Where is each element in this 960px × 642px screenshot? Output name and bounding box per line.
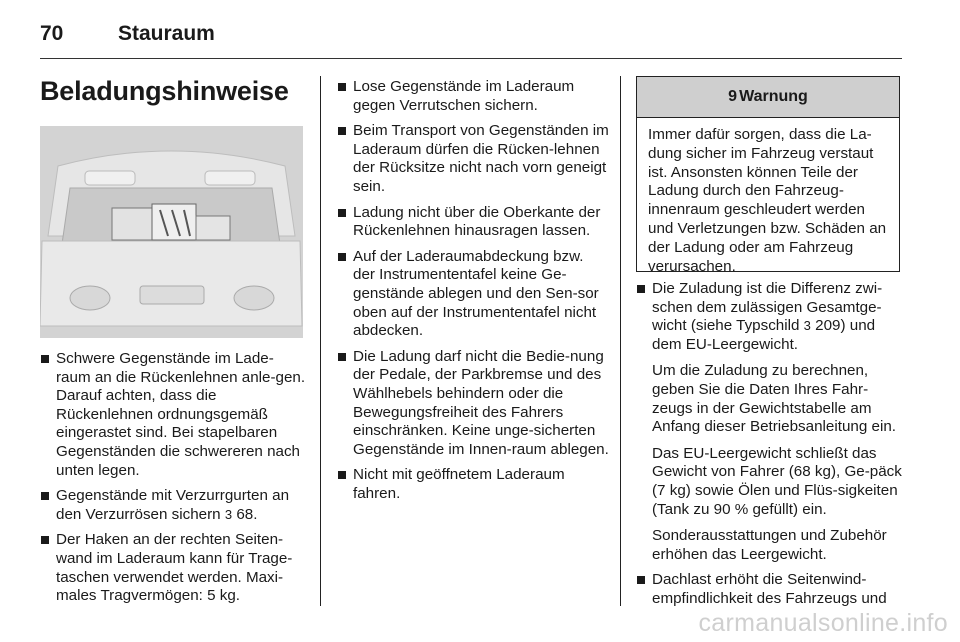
warning-text: Immer dafür sorgen, dass die La-dung sicher im Fahrzeug verstaut ist. Ansonsten können Teile der Ladung durch den Fahrzeug-innenraum geschleudert werden und Verletzungen bzw. Schäden an der Ladung oder am Fahrzeug verursachen.	[648, 126, 887, 275]
warning-icon: 9	[728, 88, 738, 105]
paragraph: Sonderausstattungen und Zubehör erhöhen das Leergewicht.	[652, 527, 887, 563]
list-item: Ladung nicht über die Oberkante der Rückenlehnen hinausragen lassen.	[337, 204, 609, 241]
column-1	[40, 350, 308, 613]
column-2	[337, 78, 609, 510]
header-divider	[40, 58, 902, 59]
list-item: Auf der Laderaumabdeckung bzw. der Instrumententafel keine Ge-genstände ablegen und den Sen-sor oben auf der Instrumententafel nicht abdecken.	[337, 248, 609, 341]
warning-title: Warnung	[739, 88, 808, 105]
list-item: Schwere Gegenstände im Lade-raum an die Rückenlehnen anle-gen. Darauf achten, dass die Rückenlehnen ordnungsgemäß eingerastet sind. Bei stapelbaren Gegenständen die schwereren nach unten legen.	[40, 350, 308, 480]
list-item: Die Ladung darf nicht die Bedie-nung der Pedale, der Parkbremse und des Wählhebels behindern oder die Bewegungsfreiheit des Fahrers einschränken. Keine unge-sicherten Gegenstände im Innen-raum ablegen.	[337, 348, 609, 460]
column-3	[636, 280, 906, 616]
warning-box	[636, 76, 900, 275]
page-number: 70	[40, 22, 64, 45]
section-title: Beladungshinweise	[40, 76, 289, 106]
cargo-area-illustration	[40, 126, 303, 338]
list-item: Gegenstände mit Verzurrgurten an den Verzurrösen sichern 3 68.	[40, 487, 308, 524]
list-item: Der Haken an der rechten Seiten-wand im Laderaum kann für Trage-taschen verwendet werden. Maxi-males Tragvermögen: 5 kg.	[40, 531, 308, 605]
paragraph: Um die Zuladung zu berechnen, geben Sie die Daten Ihres Fahr-zeugs in der Gewichtstabelle am Anfang dieser Betriebsanleitung ein.	[652, 362, 897, 436]
list-item: Nicht mit geöffnetem Laderaum fahren.	[337, 466, 609, 503]
page-header	[40, 14, 215, 54]
chapter-title: Stauraum	[118, 22, 215, 45]
warning-header	[637, 77, 899, 118]
column-divider	[620, 76, 621, 606]
list-item: Die Zuladung ist die Differenz zwi-schen dem zulässigen Gesamtge-wicht (siehe Typschild 3 209) und dem EU-Leergewicht. Um die Zuladung zu berechnen, geben Sie die Daten Ihres Fahr-zeugs in der Gewichtstabelle am Anfang dieser Betriebsanleitung ein. Das EU-Leergewicht schließt das Gewicht von Fahrer (68 kg), Ge-päck (7 kg) sowie Ölen und Flüs-sigkeiten (Tank zu 90 % gefüllt) ein. Sonderausstattungen und Zubehör erhöhen das Leergewicht.	[636, 280, 906, 564]
page-reference-icon: 3	[803, 318, 811, 334]
list-item: Lose Gegenstände im Laderaum gegen Verrutschen sichern.	[337, 78, 609, 115]
list-item: Beim Transport von Gegenständen im Laderaum dürfen die Rücken-lehnen der Rücksitze nicht nach vorn geneigt sein.	[337, 122, 609, 196]
paragraph: Das EU-Leergewicht schließt das Gewicht von Fahrer (68 kg), Ge-päck (7 kg) sowie Ölen und Flüs-sigkeiten (Tank zu 90 % gefüllt) ein.	[652, 444, 902, 518]
watermark-text: carmanualsonline.info	[698, 609, 948, 637]
page-reference-icon: 3	[224, 506, 233, 522]
column-divider	[320, 76, 321, 606]
list-item: Dachlast erhöht die Seitenwind-empfindlichkeit des Fahrzeugs und	[636, 571, 906, 608]
